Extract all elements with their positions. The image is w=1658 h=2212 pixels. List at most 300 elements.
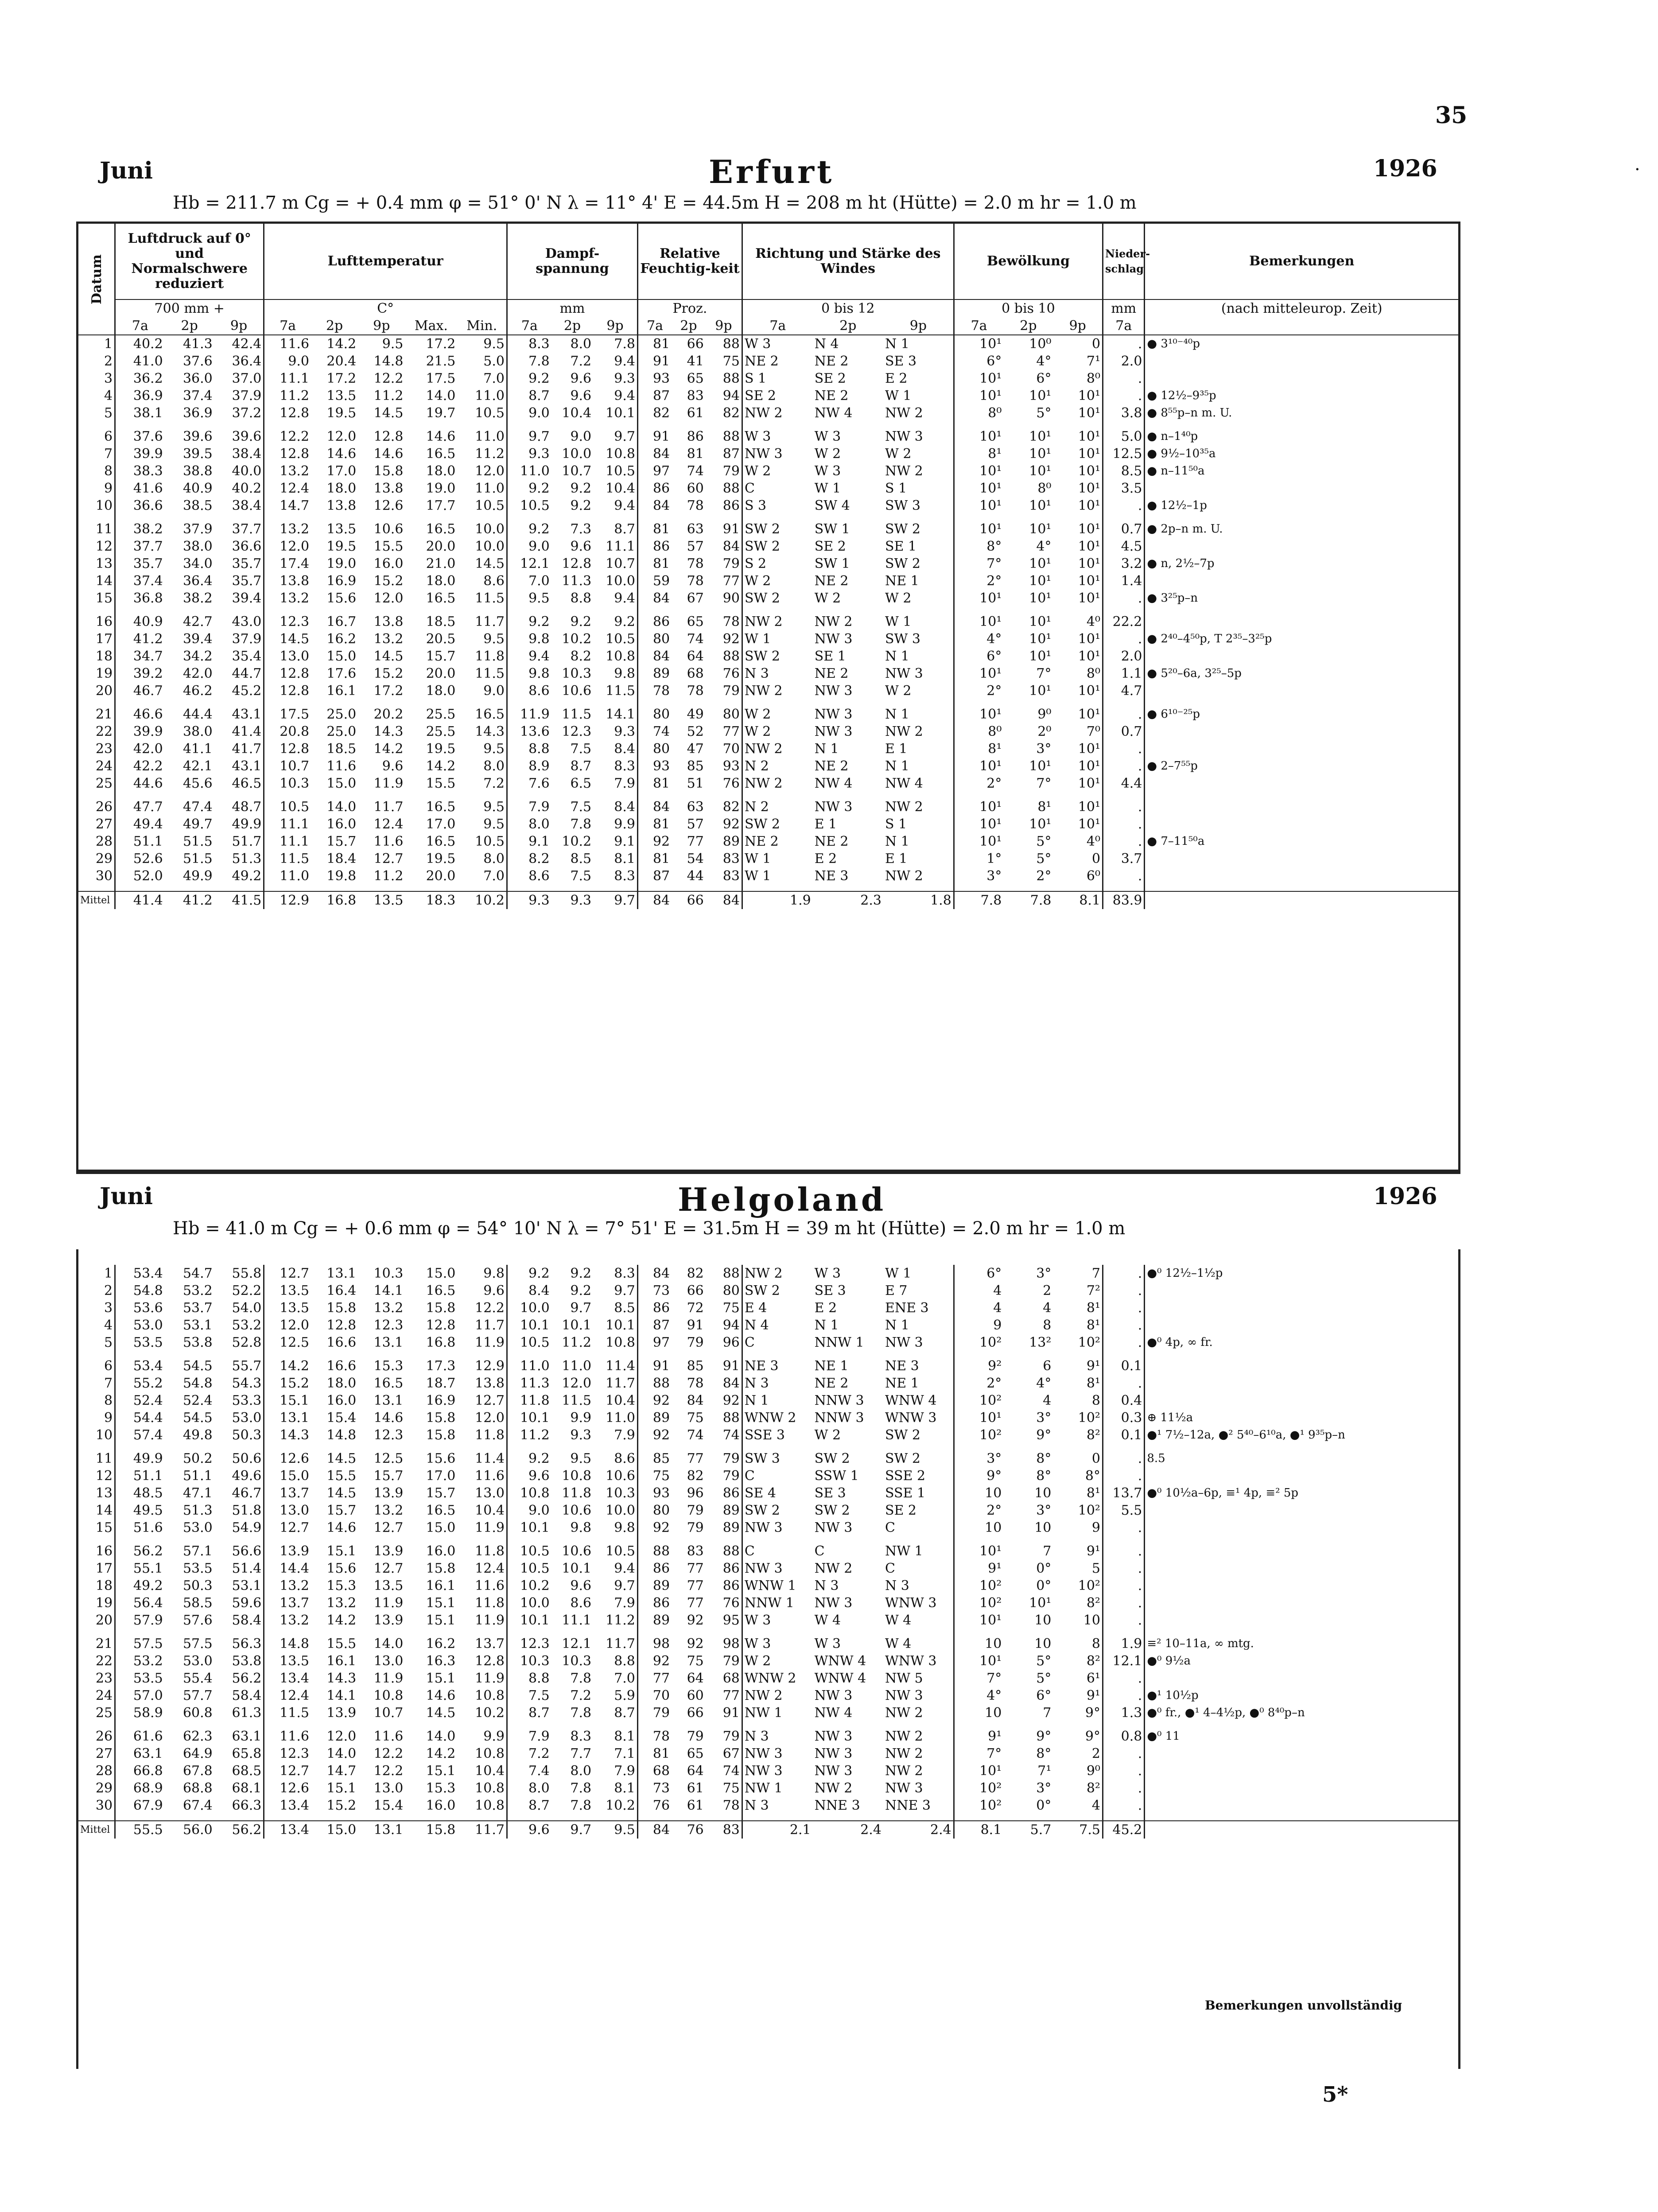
value-cell: 10¹ xyxy=(954,387,1003,404)
value-cell: NNW 3 xyxy=(814,1393,864,1408)
value-cell: 42.7 xyxy=(182,614,213,630)
value-cell: . xyxy=(1103,1612,1144,1629)
value-cell: 11.2 xyxy=(373,388,404,404)
value-cell: 0° xyxy=(1036,1798,1052,1813)
value-cell: 9.2 xyxy=(570,614,592,630)
value-cell: . xyxy=(1103,387,1145,404)
mittel-cell: 7.8 xyxy=(954,891,1003,909)
day-cell: 3 xyxy=(104,1300,113,1316)
value-cell: NNW 3 xyxy=(814,1410,864,1426)
value-cell: 80 xyxy=(637,1502,672,1519)
value-cell: 51 xyxy=(687,776,704,791)
value-cell: 38.4 xyxy=(232,498,262,513)
value-cell: 15.0 xyxy=(326,776,357,791)
value-cell: 9.8 xyxy=(507,665,551,682)
value-cell: 16.2 xyxy=(426,1636,456,1652)
value-cell: 10.7 xyxy=(373,1705,404,1721)
footer-number: 5* xyxy=(1322,2082,1348,2107)
value-cell: S 1 xyxy=(742,370,812,387)
value-cell: 8.0 xyxy=(570,336,592,352)
subheader-t7: 7a xyxy=(1103,317,1145,335)
value-cell: 9¹ xyxy=(1086,1543,1100,1559)
value-cell: 87 xyxy=(637,1317,672,1334)
value-cell: 5° xyxy=(1036,1653,1052,1669)
value-cell: 10.3 xyxy=(373,1266,404,1281)
header-dampf: Dampf-spannung xyxy=(507,224,638,299)
value-cell: 9.3 xyxy=(614,724,635,739)
value-cell: W 2 xyxy=(742,463,812,480)
value-cell: 2° xyxy=(954,682,1003,700)
value-cell: 18.0 xyxy=(426,573,456,589)
value-cell: 8.7 xyxy=(507,387,551,404)
value-cell: 37.6 xyxy=(115,428,165,445)
value-cell: NE 2 xyxy=(814,573,849,589)
value-cell: 17.6 xyxy=(326,666,357,681)
value-cell: 10¹ xyxy=(1078,556,1101,571)
value-cell: SW 1 xyxy=(814,556,850,571)
value-cell: 13.2 xyxy=(373,1300,404,1316)
value-cell: 7.5 xyxy=(570,868,592,884)
day-cell: 10 xyxy=(95,1427,113,1443)
value-cell: 57.4 xyxy=(115,1427,165,1444)
value-cell: 10¹ xyxy=(1029,649,1052,664)
value-cell: 9.0 xyxy=(507,1502,551,1519)
value-cell: 49.9 xyxy=(115,1450,165,1467)
value-cell: W 3 xyxy=(814,429,841,444)
value-cell: NE 2 xyxy=(742,353,812,370)
value-cell: 12.0 xyxy=(475,1410,505,1426)
value-cell: NW 3 xyxy=(814,799,853,815)
value-cell: 15.1 xyxy=(326,1780,357,1796)
table-row xyxy=(78,1265,1458,1282)
day-cell: 12 xyxy=(95,539,113,554)
value-cell: 9¹ xyxy=(954,1728,1003,1745)
remark-cell xyxy=(1145,867,1458,885)
value-cell: 38.5 xyxy=(182,498,213,513)
value-cell: 10¹ xyxy=(954,590,1003,607)
value-cell: 14.6 xyxy=(326,446,357,462)
day-cell: 12 xyxy=(95,1468,113,1484)
mittel-cell: 1.8 xyxy=(930,893,951,908)
value-cell: 89 xyxy=(722,1520,740,1536)
remark-cell: ● 8⁵⁵p–n m. U. xyxy=(1145,404,1458,422)
value-cell: 9.2 xyxy=(507,613,551,630)
value-cell: 7° xyxy=(1036,776,1052,791)
remark-cell: ● 7–11⁵⁰a xyxy=(1145,833,1458,850)
table-row xyxy=(78,706,1458,723)
value-cell: 14.6 xyxy=(373,446,404,462)
value-cell: . xyxy=(1103,1577,1144,1594)
value-cell: 4 xyxy=(1043,1393,1052,1408)
value-cell: 17.3 xyxy=(426,1358,456,1374)
value-cell: 56.2 xyxy=(115,1543,165,1560)
value-cell: 88 xyxy=(722,371,740,386)
remark-cell xyxy=(1145,1745,1458,1762)
value-cell: 12.8 xyxy=(426,1318,456,1333)
value-cell: 77 xyxy=(687,1578,704,1594)
remark-cell: ●⁰ 12½–1½p xyxy=(1145,1265,1458,1282)
mittel-cell: 8.1 xyxy=(954,1821,1003,1839)
value-cell: 53.2 xyxy=(115,1652,165,1670)
day-cell: 6 xyxy=(104,429,113,444)
value-cell: 13.9 xyxy=(373,1485,404,1501)
value-cell: 11.6 xyxy=(373,1729,404,1744)
value-cell: 12.2 xyxy=(373,1763,404,1779)
value-cell: 78 xyxy=(687,556,704,571)
value-cell: 43.0 xyxy=(232,614,262,630)
remark-cell xyxy=(1145,1560,1458,1577)
value-cell: 53.8 xyxy=(232,1653,262,1669)
value-cell: NW 2 xyxy=(742,775,812,792)
value-cell: 8⁰ xyxy=(954,723,1003,740)
value-cell: 11.0 xyxy=(264,867,311,885)
value-cell: 12.9 xyxy=(475,1358,505,1374)
value-cell: 61 xyxy=(687,405,704,421)
value-cell: 14.3 xyxy=(264,1427,311,1444)
value-cell: 9.1 xyxy=(614,834,635,849)
value-cell: NW 3 xyxy=(742,1519,812,1536)
value-cell: 13.0 xyxy=(264,1502,311,1519)
table-row xyxy=(78,1577,1458,1594)
value-cell: N 3 xyxy=(742,1797,812,1814)
value-cell: 50.2 xyxy=(182,1451,213,1466)
value-cell: . xyxy=(1103,1670,1144,1687)
value-cell: 97 xyxy=(637,463,672,480)
value-cell: 37.2 xyxy=(232,405,262,421)
value-cell: 49.2 xyxy=(232,868,262,884)
value-cell: 53.7 xyxy=(182,1300,213,1316)
value-cell: 7° xyxy=(954,1670,1003,1687)
value-cell: 12.4 xyxy=(264,480,311,497)
value-cell: WNW 3 xyxy=(885,1653,937,1669)
table-row xyxy=(78,723,1458,740)
value-cell: 11.6 xyxy=(475,1468,505,1484)
value-cell: 16.0 xyxy=(373,556,404,571)
value-cell: SE 2 xyxy=(814,539,846,554)
value-cell: 76 xyxy=(722,776,740,791)
value-cell: . xyxy=(1103,1299,1144,1317)
value-cell: 7.3 xyxy=(570,521,592,537)
value-cell: 49.2 xyxy=(115,1577,165,1594)
value-cell: 25.5 xyxy=(426,724,456,739)
value-cell: 14.6 xyxy=(373,1410,404,1426)
value-cell: NW 2 xyxy=(742,613,812,630)
value-cell: 53.4 xyxy=(115,1357,165,1375)
value-cell: 12.8 xyxy=(264,404,311,422)
remark-cell: ●⁰ 9½a xyxy=(1145,1652,1458,1670)
value-cell: W 3 xyxy=(742,335,812,353)
value-cell: 9¹ xyxy=(954,1560,1003,1577)
value-cell: 13.1 xyxy=(373,1335,404,1350)
value-cell: 10¹ xyxy=(1029,498,1052,513)
value-cell: 4° xyxy=(1036,539,1052,554)
value-cell: SW 2 xyxy=(814,1503,850,1518)
value-cell: 88 xyxy=(637,1375,672,1392)
value-cell: 88 xyxy=(722,481,740,496)
value-cell: 11.7 xyxy=(475,1318,505,1333)
value-cell: 10.6 xyxy=(562,683,592,699)
value-cell: 98 xyxy=(722,1636,740,1652)
day-cell: 8 xyxy=(104,463,113,479)
value-cell: 83 xyxy=(687,388,704,404)
value-cell: 10¹ xyxy=(1078,707,1101,722)
value-cell: 3° xyxy=(1036,1780,1052,1796)
value-cell: 89 xyxy=(637,1409,672,1427)
value-cell: 15.0 xyxy=(426,1266,456,1281)
value-cell: 10.5 xyxy=(475,834,505,849)
table-row xyxy=(78,1502,1458,1519)
value-cell: 10.1 xyxy=(507,1409,551,1427)
value-cell: 13.1 xyxy=(326,1266,357,1281)
remark-cell xyxy=(1145,740,1458,758)
value-cell: W 3 xyxy=(742,1635,812,1652)
remark-cell: ● n, 2½–7p xyxy=(1145,555,1458,572)
value-cell: 13.0 xyxy=(373,1780,404,1796)
value-cell: 51.3 xyxy=(232,851,262,867)
value-cell: W 2 xyxy=(885,446,912,462)
mittel-cell: 84 xyxy=(637,1821,672,1839)
value-cell: C xyxy=(814,1543,825,1559)
subheader-t9: 9p xyxy=(706,317,742,335)
value-cell: 19.5 xyxy=(426,851,456,867)
value-cell: 9.2 xyxy=(507,480,551,497)
value-cell: W 2 xyxy=(885,591,912,606)
value-cell: 15.3 xyxy=(326,1578,357,1594)
value-cell: 12.3 xyxy=(373,1427,404,1443)
value-cell: 8¹ xyxy=(1086,1300,1100,1316)
table-row xyxy=(78,538,1458,555)
value-cell: NNE 3 xyxy=(814,1798,860,1813)
value-cell: 16.5 xyxy=(426,521,456,537)
value-cell: 93 xyxy=(637,1485,672,1502)
value-cell: 0 xyxy=(1091,1451,1100,1466)
value-cell: 4 xyxy=(954,1299,1003,1317)
value-cell: 10.0 xyxy=(475,539,505,554)
day-cell: 5 xyxy=(104,405,113,421)
value-cell: NW 3 xyxy=(814,1729,853,1744)
table-row xyxy=(78,445,1458,463)
remark-cell xyxy=(1145,538,1458,555)
value-cell: 52.8 xyxy=(232,1335,262,1350)
day-cell: 9 xyxy=(104,1410,113,1426)
value-cell: 57 xyxy=(687,539,704,554)
value-cell: N 1 xyxy=(885,834,909,849)
day-cell: 26 xyxy=(95,1729,113,1744)
value-cell: 11.3 xyxy=(507,1375,551,1392)
value-cell: 11.2 xyxy=(264,387,311,404)
table-row xyxy=(78,572,1458,590)
value-cell: 3.2 xyxy=(1103,555,1145,572)
value-cell: 9° xyxy=(954,1467,1003,1485)
value-cell: 37.9 xyxy=(232,388,262,404)
value-cell: 10¹ xyxy=(954,1409,1003,1427)
value-cell: 3° xyxy=(1036,1503,1052,1518)
value-cell: 17.5 xyxy=(264,706,311,723)
value-cell: 9.0 xyxy=(507,538,551,555)
subheader-t2: 2p xyxy=(311,317,358,335)
value-cell: 92 xyxy=(637,1427,672,1444)
subheader-t7: 7a xyxy=(742,317,812,335)
value-cell: 40.0 xyxy=(232,463,262,479)
value-cell: 14.5 xyxy=(475,556,505,571)
value-cell: 14.5 xyxy=(326,1485,357,1501)
value-cell: W 2 xyxy=(814,1427,841,1443)
value-cell: 12.3 xyxy=(562,724,592,739)
value-cell: 15.7 xyxy=(426,649,456,664)
value-cell: 66.8 xyxy=(115,1762,165,1780)
value-cell: W 1 xyxy=(742,630,812,648)
value-cell: 53.0 xyxy=(182,1653,213,1669)
value-cell: 52.4 xyxy=(182,1393,213,1408)
value-cell: 19.0 xyxy=(326,556,357,571)
value-cell: 89 xyxy=(637,665,672,682)
value-cell: NW 4 xyxy=(885,776,923,791)
value-cell: 15.0 xyxy=(326,649,357,664)
remark-cell: ⊕ 11½a xyxy=(1145,1409,1458,1427)
subheader-max: Max. xyxy=(405,317,457,335)
value-cell: 44.7 xyxy=(232,666,262,681)
value-cell: 15.7 xyxy=(373,1468,404,1484)
value-cell: 67 xyxy=(722,1746,740,1761)
table-row xyxy=(78,1797,1458,1814)
value-cell: 92 xyxy=(722,631,740,647)
value-cell: 88 xyxy=(722,649,740,664)
table-row xyxy=(78,1670,1458,1687)
value-cell: 10.7 xyxy=(264,758,311,775)
remark-cell xyxy=(1145,1282,1458,1299)
value-cell: 12.6 xyxy=(373,498,404,513)
value-cell: 15.5 xyxy=(426,776,456,791)
value-cell: 4⁰ xyxy=(1086,834,1101,849)
table-row xyxy=(78,850,1458,867)
value-cell: 14.2 xyxy=(326,336,357,352)
value-cell: 10.7 xyxy=(562,463,592,479)
value-cell: 73 xyxy=(637,1282,672,1299)
remark-cell: ●⁰ 10½a–6p, ≡¹ 4p, ≡² 5p xyxy=(1145,1485,1458,1502)
value-cell: 81 xyxy=(637,555,672,572)
value-cell: 36.9 xyxy=(182,405,213,421)
value-cell: 7.2 xyxy=(570,354,592,369)
value-cell: 8.9 xyxy=(507,758,551,775)
value-cell: 42.0 xyxy=(182,666,213,681)
value-cell: 2⁰ xyxy=(1037,724,1052,739)
day-cell: 16 xyxy=(95,1543,113,1559)
value-cell: 10 xyxy=(1083,1613,1100,1628)
value-cell: SE 4 xyxy=(742,1485,812,1502)
value-cell: 10¹ xyxy=(1029,463,1052,479)
value-cell: 9.7 xyxy=(570,1300,592,1316)
value-cell: 86 xyxy=(637,1594,672,1612)
value-cell: 34.7 xyxy=(115,648,165,665)
unit-bew_unit: 0 bis 10 xyxy=(954,299,1103,317)
value-cell: . xyxy=(1103,1375,1144,1392)
value-cell: 12.0 xyxy=(264,1317,311,1334)
value-cell: 36.2 xyxy=(115,370,165,387)
day-cell: 28 xyxy=(95,834,113,849)
value-cell: 10¹ xyxy=(954,1543,1003,1560)
mittel-cell: 56.0 xyxy=(182,1822,213,1838)
value-cell: . xyxy=(1103,1687,1144,1704)
value-cell: 15.4 xyxy=(373,1798,404,1813)
value-cell: 10.1 xyxy=(507,1612,551,1629)
value-cell: 50.3 xyxy=(232,1427,262,1443)
value-cell: E 1 xyxy=(885,741,908,757)
value-cell: 77 xyxy=(687,834,704,849)
remark-cell: ● 2⁴⁰–4⁵⁰p, T 2³⁵–3²⁵p xyxy=(1145,630,1458,648)
value-cell: 9.0 xyxy=(507,404,551,422)
value-cell: 79 xyxy=(722,1653,740,1669)
table-row xyxy=(78,1282,1458,1299)
value-cell: 35.4 xyxy=(232,649,262,664)
value-cell: 79 xyxy=(687,1503,704,1518)
value-cell: . xyxy=(1103,816,1145,833)
value-cell: SE 2 xyxy=(885,1503,917,1518)
value-cell: 10.8 xyxy=(475,1780,505,1796)
value-cell: NE 3 xyxy=(885,1358,919,1374)
value-cell: 41.2 xyxy=(115,630,165,648)
value-cell: 81 xyxy=(687,446,704,462)
value-cell: . xyxy=(1103,1467,1144,1485)
value-cell: 6.5 xyxy=(570,776,592,791)
value-cell: SE 3 xyxy=(814,1485,846,1501)
value-cell: 10¹ xyxy=(1078,521,1101,537)
remark-cell xyxy=(1145,1670,1458,1687)
value-cell: 9⁰ xyxy=(1086,1763,1100,1779)
value-cell: 15.1 xyxy=(426,1595,456,1611)
value-cell: 75 xyxy=(722,1300,740,1316)
value-cell: 0.1 xyxy=(1103,1427,1144,1444)
value-cell: 10.4 xyxy=(475,1763,505,1779)
value-cell: 7.8 xyxy=(570,1671,592,1686)
value-cell: 10¹ xyxy=(954,521,1003,538)
value-cell: 10.8 xyxy=(507,1485,551,1502)
value-cell: 57.6 xyxy=(182,1613,213,1628)
value-cell: N 1 xyxy=(814,741,839,757)
value-cell: N 1 xyxy=(742,1392,812,1409)
value-cell: . xyxy=(1103,1543,1144,1560)
value-cell: 8.1 xyxy=(614,1780,635,1796)
value-cell: 49.8 xyxy=(182,1427,213,1443)
remark-cell xyxy=(1145,682,1458,700)
value-cell: 96 xyxy=(722,1335,740,1350)
value-cell: 11.0 xyxy=(606,1410,635,1426)
value-cell: NW 2 xyxy=(814,1780,853,1796)
remark-cell: ● 2–7⁵⁵p xyxy=(1145,758,1458,775)
value-cell: 17.0 xyxy=(426,816,456,832)
value-cell: 8¹ xyxy=(1037,799,1052,815)
value-cell: 68.1 xyxy=(232,1780,262,1796)
unit-nieder_unit: mm xyxy=(1103,299,1145,317)
table-row xyxy=(78,833,1458,850)
value-cell: 10¹ xyxy=(1029,614,1052,630)
value-cell: 8.3 xyxy=(614,868,635,884)
value-cell: 41.6 xyxy=(115,480,165,497)
value-cell: 39.6 xyxy=(232,429,262,444)
value-cell: 11.0 xyxy=(475,388,505,404)
value-cell: 68 xyxy=(637,1762,672,1780)
day-cell: 25 xyxy=(95,1705,113,1721)
value-cell: . xyxy=(1103,1450,1144,1467)
value-cell: 17.7 xyxy=(426,498,456,513)
value-cell: 9.2 xyxy=(570,1283,592,1298)
value-cell: 18.7 xyxy=(426,1376,456,1391)
value-cell: 54.4 xyxy=(115,1409,165,1427)
value-cell: 9.4 xyxy=(614,498,635,513)
value-cell: 12.8 xyxy=(264,445,311,463)
value-cell: 11.6 xyxy=(326,758,357,774)
value-cell: 38.4 xyxy=(232,446,262,462)
value-cell: NW 3 xyxy=(742,1560,812,1577)
